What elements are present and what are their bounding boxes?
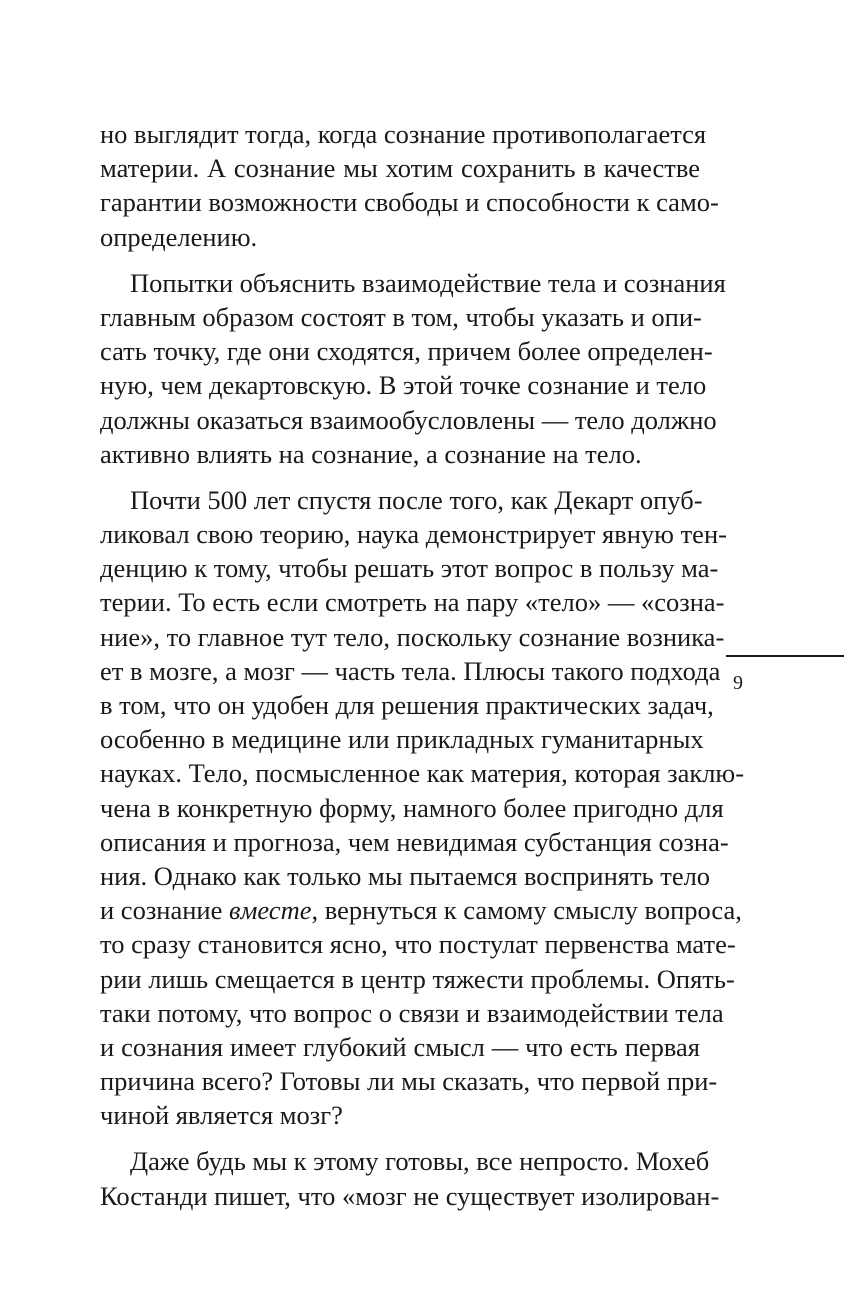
text-line: ликовал свою теорию, наука демонстрирует явную тен-	[100, 519, 727, 550]
text-line: активно влиять на сознание, а сознание на тело.	[100, 438, 642, 469]
text-line: то сразу становится ясно, что постулат первенства мате-	[100, 929, 736, 960]
text-line: чена в конкретную форму, намного более пригодно для	[100, 792, 724, 823]
text-line: таки потому, что вопрос о связи и взаимодействии тела	[100, 997, 724, 1028]
paragraph	[100, 483, 745, 1133]
text-run: , вернуться к самому смыслу вопроса,	[311, 895, 742, 926]
body-text	[100, 117, 745, 1213]
text-line: определению.	[100, 221, 258, 252]
text-line: ную, чем декартовскую. В этой точке сознание и тело	[100, 370, 707, 401]
text-line: сать точку, где они сходятся, причем более определен-	[100, 336, 713, 367]
text-line: главным образом состоят в том, чтобы указать и опи-	[100, 301, 702, 332]
text-run: и сознание	[100, 895, 229, 926]
text-line: Костанди пишет, что «мозг не существует изолирован-	[100, 1180, 720, 1211]
text-line: Почти 500 лет спустя после того, как Декарт опуб-	[130, 484, 703, 515]
text-line: причина всего? Готовы ли мы сказать, что первой при-	[100, 1066, 718, 1097]
page-number: 9	[733, 672, 743, 694]
text-line: Попытки объяснить взаимодействие тела и сознания	[130, 267, 726, 298]
text-line: должны оказаться взаимообусловлены — тело должно	[100, 404, 717, 435]
text-line: денцию к тому, чтобы решать этот вопрос в пользу ма-	[100, 553, 719, 584]
text-line: терии. То есть если смотреть на пару «тело» — «созна-	[100, 587, 725, 618]
text-line: гарантии возможности свободы и способности к само-	[100, 187, 719, 218]
text-line: особенно в медицине или прикладных гуманитарных	[100, 724, 704, 755]
text-line: и сознания имеет глубокий смысл — что есть первая	[100, 1031, 700, 1062]
emphasis: вместе	[228, 895, 312, 926]
text-line: Даже будь мы к этому готовы, все непросто. Мохеб	[130, 1146, 710, 1177]
text-line	[100, 893, 742, 927]
paragraph	[100, 1144, 720, 1212]
text-line: ет в мозге, а мозг — часть тела. Плюсы такого подхода	[100, 655, 721, 686]
paragraph	[100, 117, 719, 254]
text-line: описания и прогноза, чем невидимая субстанция созна-	[100, 826, 729, 857]
text-line: но выглядит тогда, когда сознание противополагается	[100, 119, 707, 149]
text-line: материи. А сознание мы хотим сохранить в качестве	[100, 153, 700, 184]
text-line: науках. Тело, посмысленное как материя, которая заклю-	[100, 758, 745, 789]
folio-rule	[726, 655, 844, 657]
text-line: ние», то главное тут тело, поскольку сознание возника-	[100, 621, 725, 652]
paragraph	[100, 266, 726, 471]
text-line: в том, что он удобен для решения практических задач,	[100, 690, 714, 720]
text-line: ния. Однако как только мы пытаемся воспринять тело	[100, 860, 711, 891]
text-line: рии лишь смещается в центр тяжести проблемы. Опять-	[100, 963, 735, 994]
text-line: чиной является мозг?	[100, 1100, 343, 1131]
